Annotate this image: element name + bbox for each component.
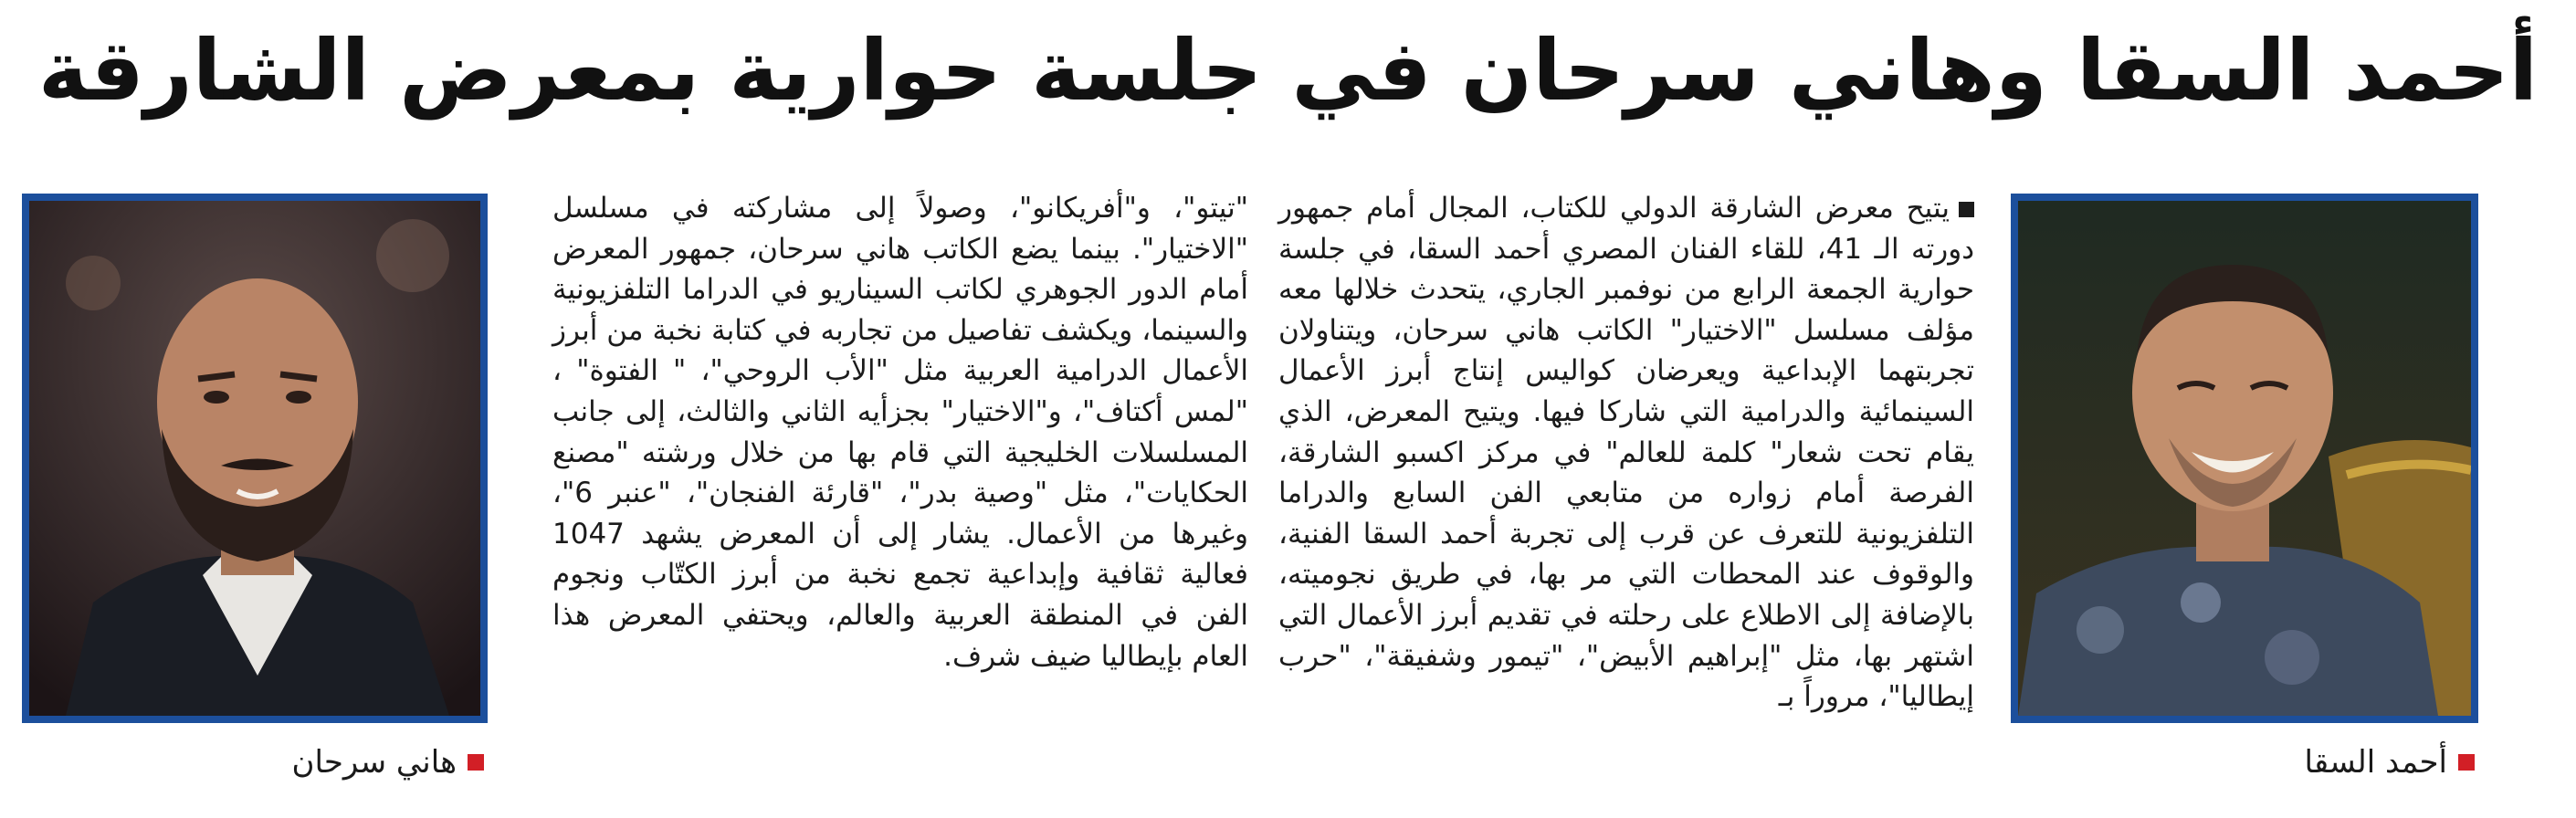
ahmed-el-sakka-photo (2011, 194, 2478, 723)
caption-marker-icon (2458, 754, 2475, 771)
hani-sarhan-photo (22, 194, 488, 723)
caption-text: أحمد السقا (2304, 744, 2447, 781)
paragraph-bullet-icon (1959, 202, 1974, 217)
photo-caption-hani (292, 739, 485, 785)
article-column-right (1278, 188, 1974, 718)
article-text-right: يتيح معرض الشارقة الدولي للكتاب، المجال أمام جمهور دورته الـ 41، للقاء الفنان المصري أحمد السقا، في جلسة حوارية الجمعة الرابع من نوفمبر الجاري، يتحدث خلالها معه مؤلف مسلسل "الاختيار" الكاتب هاني سرحان، ويتناولان تجربتهما الإبداعية ويعرضان كواليس إنتاج أبرز الأعمال السينمائية والدرامية التي شاركا فيها. ويتيح المعرض، الذي يقام تحت شعار" كلمة للعالم" في مركز اكسبو الشارقة، الفرصة أمام زواره من متابعي الفن السابع والدراما التلفزيونية للتعرف عن قرب إلى تجربة أحمد السقا الفنية، والوقوف عند المحطات التي مر بها، في طريق نجوميته، بالإضافة إلى الاطلاع على رحلته في تقديم أبرز الأعمال التي اشتهر بها، مثل "إبراهيم الأبيض"، "تيمور وشفيقة"، "حرب إيطاليا"، مروراً بـ (1278, 192, 1975, 714)
caption-text: هاني سرحان (291, 744, 457, 781)
portrait-illustration-left (29, 201, 480, 716)
article-column-left (552, 188, 1248, 676)
photo-caption-ahmed (2305, 739, 2475, 785)
portrait-illustration-right (2018, 201, 2471, 716)
article-headline: أحمد السقا وهاني سرحان في جلسة حوارية بمعرض الشارقة (37, 22, 2539, 120)
article-text-left: "تيتو"، و"أفريكانو"، وصولاً إلى مشاركته في مسلسل "الاختيار". بينما يضع الكاتب هاني سرحان، جمهور المعرض أمام الدور الجوهري لكاتب السيناريو في الدراما التلفزيونية والسينما، ويكشف تفاصيل من تجاربه في كتابة نخبة من أبرز الأعمال الدرامية العربية مثل "الأب الروحي"، " الفتوة" ، "لمس أكتاف"، و"الاختيار" بجزأيه الثاني والثالث، إلى جانب المسلسلات الخليجية التي قام بها من خلال ورشته "مصنع الحكايات"، مثل "وصية بدر"، "قارئة الفنجان"، "عنبر 6"، وغيرها من الأعمال. يشار إلى أن المعرض يشهد 1047 فعالية ثقافية وإبداعية تجمع نخبة من أبرز الكتّاب ونجوم الفن في المنطقة العربية والعالم، ويحتفي المعرض هذا العام بإيطاليا ضيف شرف. (552, 192, 1248, 673)
caption-marker-icon (468, 754, 484, 771)
